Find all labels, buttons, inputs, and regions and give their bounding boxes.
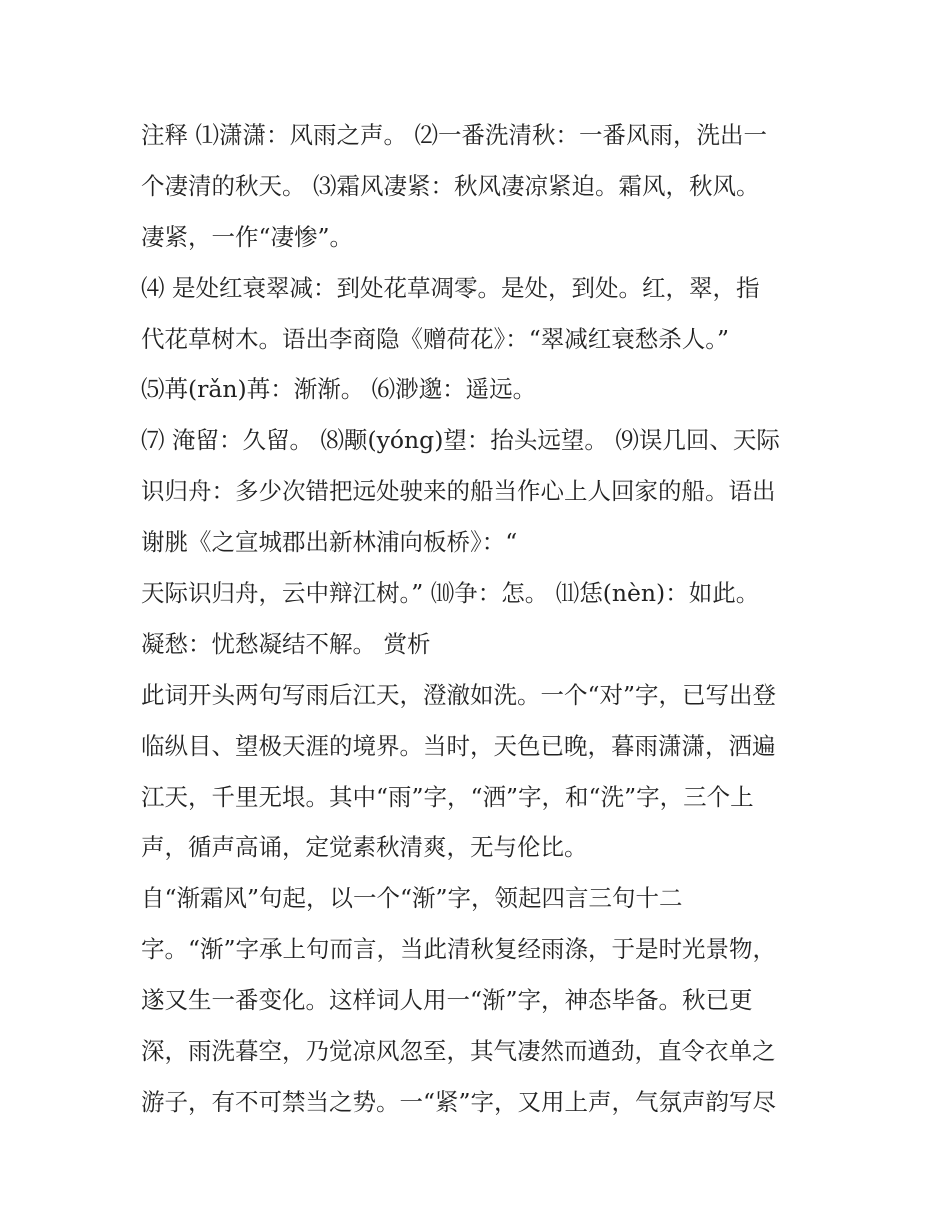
body-text bbox=[141, 110, 821, 1128]
text-line: 江天，千里无垠。其中“雨”字，“洒”字，和“洗”字，三个上 bbox=[141, 782, 754, 811]
text-line: ⑷ 是处红衰翠减：到处花草凋零。是处，到处。红，翠，指 bbox=[141, 273, 760, 302]
text-line: 凝愁：忧愁凝结不解。 赏析 bbox=[141, 629, 431, 658]
text-line: ⑸苒(rǎn)苒：渐渐。 ⑹渺邈：遥远。 bbox=[141, 375, 537, 404]
text-line: 注释 ⑴潇潇：风雨之声。 ⑵一番洗清秋：一番风雨，洗出一 bbox=[141, 121, 767, 149]
text-line: 字。“渐”字承上句而言，当此清秋复经雨涤，于是时光景物， bbox=[141, 935, 777, 964]
text-line: 谢朓《之宣城郡出新林浦向板桥》：“ bbox=[141, 528, 518, 557]
text-line: 临纵目、望极天涯的境界。当时，天色已晚，暮雨潇潇，洒遍 bbox=[141, 731, 776, 760]
text-line: 自“渐霜风”句起，以一个“渐”字，领起四言三句十二 bbox=[141, 884, 683, 913]
text-line: 深，雨洗暮空，乃觉凉风忽至，其气凄然而遒劲，直令衣单之 bbox=[141, 1037, 776, 1066]
text-line: 天际识归舟，云中辩江树。” ⑽争：怎。 ⑾恁(nèn)：如此。 bbox=[141, 579, 760, 608]
text-line: 代花草树木。语出李商隐《赠荷花》：“翠减红衰愁杀人。” bbox=[141, 324, 730, 353]
text-line: 识归舟：多少次错把远处驶来的船当作心上人回家的船。语出 bbox=[141, 477, 776, 506]
text-line: ⑺ 淹留：久留。 ⑻颙(yóng)望：抬头远望。 ⑼误几回、天际 bbox=[141, 426, 780, 455]
text-line: 声，循声高诵，定觉素秋清爽，无与伦比。 bbox=[141, 833, 588, 862]
text-line: 遂又生一番变化。这样词人用一“渐”字，神态毕备。秋已更 bbox=[141, 986, 753, 1015]
text-line: 此词开头两句写雨后江天，澄澈如洗。一个“对”字，已写出登 bbox=[141, 680, 777, 709]
text-line: 个凄清的秋天。 ⑶霜风凄紧：秋风凄凉紧迫。霜风，秋风。 bbox=[141, 171, 760, 200]
text-line: 游子，有不可禁当之势。一“紧”字，又用上声，气氛声韵写尽 bbox=[141, 1087, 777, 1116]
text-line: 凄紧，一作“凄惨”。 bbox=[141, 222, 354, 251]
